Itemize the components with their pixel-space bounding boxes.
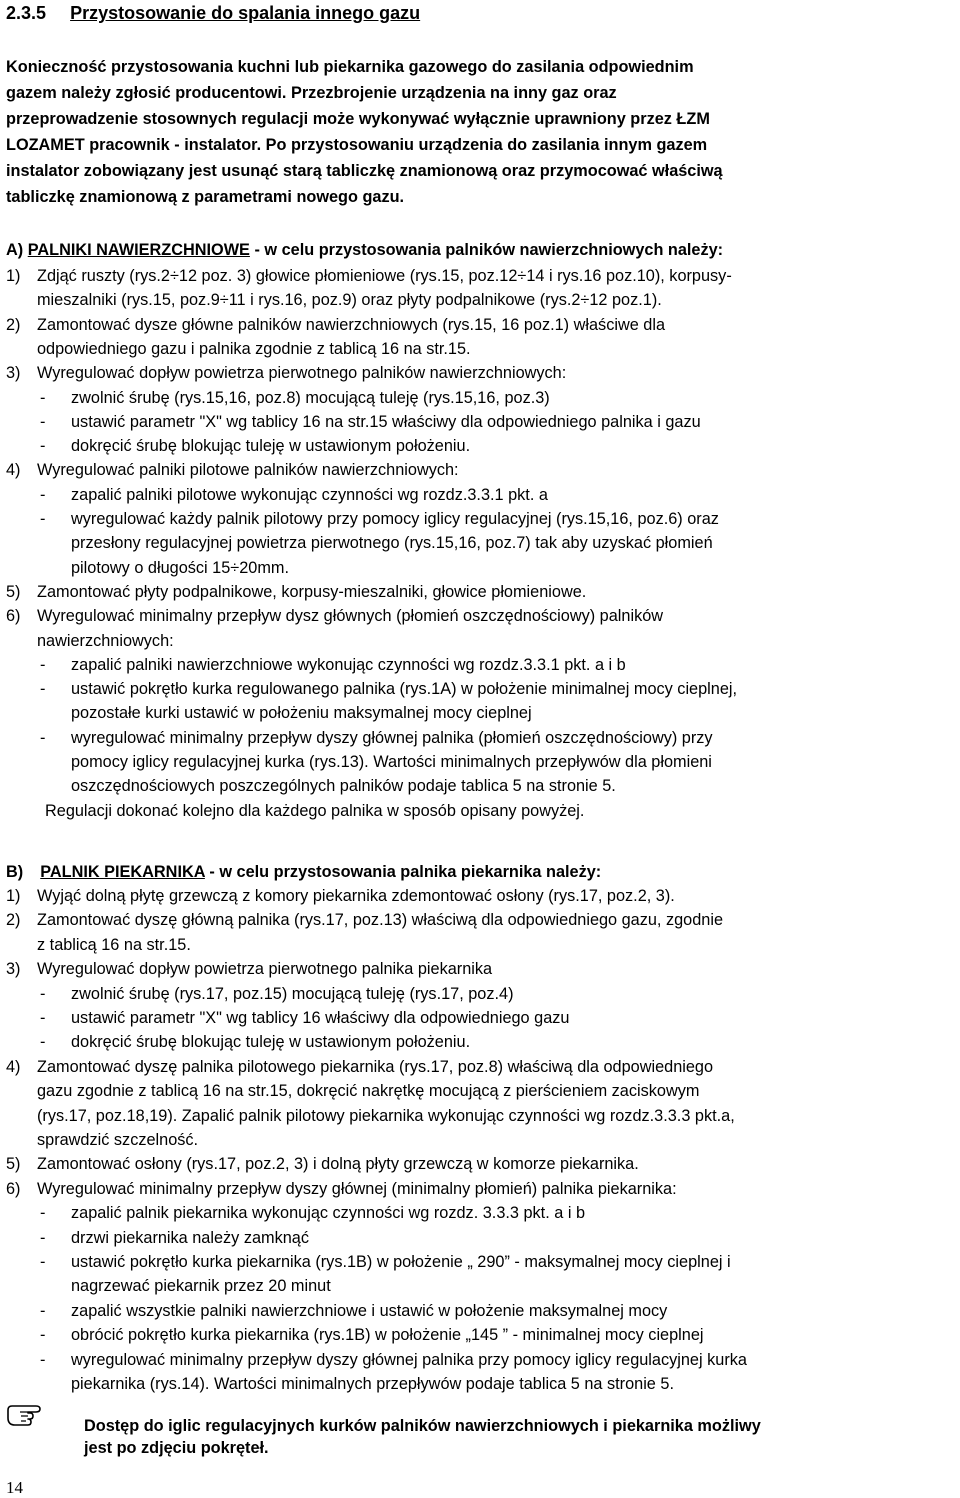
section-heading <box>6 3 420 23</box>
section-b-line-text: zapalić wszystkie palniki nawierzchniowe i ustawić w położenie maksymalnej mocy <box>71 1301 668 1320</box>
intro-line-1: Konieczność przystosowania kuchni lub piekarnika gazowego do zasilania odpowiednim <box>6 58 694 76</box>
section-a-title: PALNIKI NAWIERZCHNIOWE <box>27 241 250 259</box>
pointing-hand-icon <box>6 1400 50 1428</box>
section-a-line-bullet: - <box>40 728 46 747</box>
section-a-line-text: Wyregulować minimalny przepływ dysz głównych (płomień oszczędnościowy) palników <box>37 607 664 626</box>
section-a-line-text: pomocy iglicy regulacyjnej kurka (rys.13). Wartości minimalnych przepływów dla płomieni <box>71 753 712 771</box>
intro-line-5: instalator zobowiązany jest usunąć starą tabliczkę znamionową oraz przymocować właściwą <box>6 162 723 180</box>
section-b-line-number: 2) <box>6 911 21 930</box>
section-a-line-text: oszczędnościowych poszczególnych palników podaje tablica 5 na stronie 5. <box>71 777 616 796</box>
section-b-line-text: wyregulować minimalny przepływ dyszy głównej palnika przy pomocy iglicy regulacyjnej kurka <box>71 1350 747 1369</box>
section-b-line-number: 1) <box>6 887 21 905</box>
section-a-line-number: 2) <box>6 315 21 334</box>
section-a-line-text: zapalić palniki pilotowe wykonując czynności wg rozdz.3.3.1 pkt. a <box>71 485 548 504</box>
section-a-line-text: zapalić palniki nawierzchniowe wykonując czynności wg rozdz.3.3.1 pkt. a i b <box>71 655 626 674</box>
section-a-line-text: wyregulować minimalny przepływ dyszy głównej palnika (płomień oszczędnościowy) przy <box>71 728 713 747</box>
section-b-line-bullet: - <box>40 1009 46 1027</box>
section-a-line-text: ustawić pokrętło kurka regulowanego palnika (rys.1A) w położenie minimalnej mocy cieplnej, <box>71 680 738 699</box>
section-b-line-bullet: - <box>40 1301 46 1320</box>
section-a-line-text: pozostałe kurki ustawić w położeniu maksymalnej mocy cieplnej <box>71 704 532 723</box>
section-b-line-text: zapalić palnik piekarnika wykonując czynności wg rozdz. 3.3.3 pkt. a i b <box>71 1204 586 1223</box>
section-a-line-text: wyregulować każdy palnik pilotowy przy pomocy iglicy regulacyjnej (rys.15,16, poz.6) oraz <box>71 510 719 528</box>
section-a-line-bullet: - <box>40 485 46 504</box>
section-a-line-bullet: - <box>40 412 46 431</box>
section-b-line-text: nagrzewać piekarnik przez 20 minut <box>71 1277 331 1296</box>
page-number: 14 <box>6 1478 23 1497</box>
section-b-line-bullet: - <box>40 1326 46 1345</box>
section-a-line-text: Regulacji dokonać kolejno dla każdego palnika w sposób opisany powyżej. <box>45 801 585 820</box>
section-a-line-bullet: - <box>40 510 46 528</box>
section-a-line-text: przesłony regulacyjnej powietrza pierwotnego (rys.15,16, poz.7) tak aby uzyskać płomień <box>71 534 713 553</box>
section-a-header <box>6 240 723 260</box>
intro-line-2: gazem należy zgłosić producentowi. Przezbrojenie urządzenia na inny gaz oraz <box>6 84 617 102</box>
section-b-line-bullet: - <box>40 1033 46 1052</box>
section-b-line-number: 5) <box>6 1155 21 1174</box>
intro-line-4-part-b: Po przystosowaniu urządzenia do zasilania innym gazem <box>265 136 708 154</box>
section-a-line-number: 4) <box>6 461 21 480</box>
section-b-line-text: ustawić pokrętło kurka piekarnika (rys.1B) w położenie „ 290” - maksymalnej mocy cieplnej i <box>71 1253 731 1271</box>
section-b-line-bullet: - <box>40 1204 46 1223</box>
section-b-line-bullet: - <box>40 1350 46 1369</box>
intro-line-4 <box>6 135 707 155</box>
section-b-line-text: gazu zgodnie z tablicą 16 na str.15, dokręcić nakrętkę mocującą z pierścieniem zaciskowym <box>37 1082 700 1101</box>
section-b-header <box>6 862 601 882</box>
section-title: Przystosowanie do spalania innego gazu <box>70 3 421 23</box>
section-a-line-bullet: - <box>40 388 46 407</box>
section-a-line-text: Wyregulować dopływ powietrza pierwotnego palników nawierzchniowych: <box>37 364 567 383</box>
section-a-line-number: 5) <box>6 582 21 601</box>
section-number: 2.3.5 <box>6 3 47 23</box>
section-b-line-text: Zamontować dyszę główną palnika (rys.17, poz.13) właściwą dla odpowiedniego gazu, zgodnie <box>37 911 724 930</box>
section-a-line-bullet: - <box>40 655 46 674</box>
section-b-line-bullet: - <box>40 1228 46 1247</box>
section-a-line-text: pilotowy o długości 15÷20mm. <box>71 558 289 577</box>
section-a-line-text: nawierzchniowych: <box>37 631 174 650</box>
section-a-suffix: - w celu przystosowania palników nawierzchniowych należy: <box>254 241 724 259</box>
section-b-prefix: B) <box>6 863 24 881</box>
intro-line-6: tabliczkę znamionową z parametrami nowego gazu. <box>6 188 405 206</box>
section-a-line-text: dokręcić śrubę blokując tuleję w ustawionym położeniu. <box>71 437 471 456</box>
section-a-line-text: Zdjąć ruszty (rys.2÷12 poz. 3) głowice płomieniowe (rys.15, poz.12÷14 i rys.16 poz.10), korpusy- <box>37 267 732 285</box>
section-b-line-number: 3) <box>6 960 21 979</box>
section-b-suffix: - w celu przystosowania palnika piekarnika należy: <box>209 863 602 881</box>
section-b-line-number: 6) <box>6 1179 21 1198</box>
section-b-title: PALNIK PIEKARNIKA <box>40 863 205 881</box>
note-line-1: Dostęp do iglic regulacyjnych kurków palników nawierzchniowych i piekarnika możliwy <box>84 1417 761 1435</box>
section-b-line-number: 4) <box>6 1057 21 1076</box>
section-b-line-text: Zamontować dyszę palnika pilotowego piekarnika (rys.17, poz.8) właściwą dla odpowiedniego <box>37 1057 714 1076</box>
section-a-line-text: mieszalniki (rys.15, poz.9÷11 i rys.16, poz.9) oraz płyty podpalnikowe (rys.2÷12 poz.1). <box>37 291 662 310</box>
section-b-line-text: sprawdzić szczelność. <box>37 1131 199 1149</box>
section-a-line-text: zwolnić śrubę (rys.15,16, poz.8) mocującą tuleję (rys.15,16, poz.3) <box>71 388 550 407</box>
intro-line-3: przeprowadzenie stosownych regulacji może wykonywać wyłącznie uprawniony przez ŁZM <box>6 110 710 128</box>
section-b-line-text: Zamontować osłony (rys.17, poz.2, 3) i dolną płyty grzewczą w komorze piekarnika. <box>37 1155 639 1174</box>
section-a-line-text: Wyregulować palniki pilotowe palników nawierzchniowych: <box>37 461 459 480</box>
section-a-line-number: 1) <box>6 267 21 285</box>
section-b-line-text: zwolnić śrubę (rys.17, poz.15) mocującą tuleję (rys.17, poz.4) <box>71 984 514 1003</box>
section-a-line-number: 3) <box>6 364 21 383</box>
section-b-line-bullet: - <box>40 984 46 1003</box>
note-line-2: jest po zdjęciu pokręteł. <box>84 1439 269 1457</box>
section-b-line-text: dokręcić śrubę blokując tuleję w ustawionym położeniu. <box>71 1033 471 1052</box>
section-b-line-text: z tablicą 16 na str.15. <box>37 935 191 954</box>
section-a-prefix: A) <box>6 241 24 259</box>
section-b-line-bullet: - <box>40 1253 46 1271</box>
section-a-line-text: Zamontować płyty podpalnikowe, korpusy-mieszalniki, głowice płomieniowe. <box>37 582 587 601</box>
section-b-line-text: drzwi piekarnika należy zamknąć <box>71 1228 309 1247</box>
section-a-line-text: Zamontować dysze główne palników nawierzchniowych (rys.15, 16 poz.1) właściwe dla <box>37 315 666 334</box>
section-a-line-bullet: - <box>40 437 46 456</box>
section-a-line-text: ustawić parametr "X" wg tablicy 16 na str.15 właściwy dla odpowiedniego palnika i gazu <box>71 412 701 431</box>
intro-line-4-part-a: LOZAMET pracownik - instalator. <box>6 136 262 154</box>
section-b-line-text: Wyregulować dopływ powietrza pierwotnego palnika piekarnika <box>37 960 493 979</box>
section-b-line-text: Wyjąć dolną płytę grzewczą z komory piekarnika zdemontować osłony (rys.17, poz.2, 3). <box>37 887 675 905</box>
section-a-line-bullet: - <box>40 680 46 699</box>
section-b-line-text: piekarnika (rys.14). Wartości minimalnych przepływów podaje tablica 5 na stronie 5. <box>71 1375 674 1393</box>
section-a-line-number: 6) <box>6 607 21 626</box>
section-b-line-text: obrócić pokrętło kurka piekarnika (rys.1B) w położenie „145 ” - minimalnej mocy cieplnej <box>71 1326 704 1345</box>
section-b-line-text: Wyregulować minimalny przepływ dyszy głównej (minimalny płomień) palnika piekarnika: <box>37 1179 677 1198</box>
section-b-line-text: ustawić parametr "X" wg tablicy 16 właściwy dla odpowiedniego gazu <box>71 1009 570 1027</box>
section-b-line-text: (rys.17, poz.18,19). Zapalić palnik pilotowy piekarnika wykonując czynności wg rozdz.3.3.3 pkt.a, <box>37 1106 735 1125</box>
section-a-line-text: odpowiedniego gazu i palnika zgodnie z tablicą 16 na str.15. <box>37 339 471 358</box>
